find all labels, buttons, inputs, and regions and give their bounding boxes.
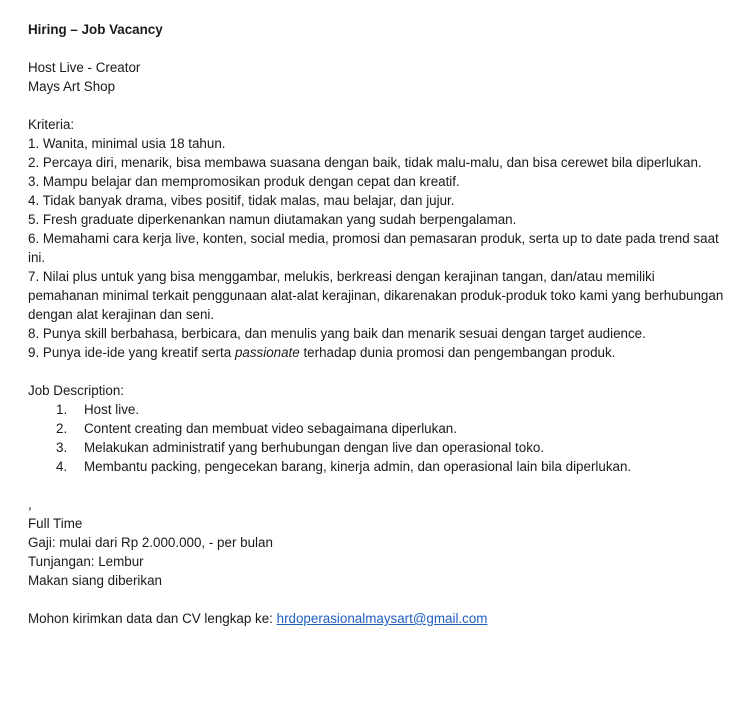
job-item-text: Membantu packing, pengecekan barang, kinerja admin, dan operasional lain bila diperlukan. [84, 459, 632, 474]
criteria-9-before: 9. Punya ide-ide yang kreatif serta [28, 345, 235, 360]
criteria-heading: Kriteria: [28, 117, 75, 132]
job-item-number: 1. [56, 402, 68, 417]
job-item-text: Host live. [84, 402, 140, 417]
criteria-item: 5. Fresh graduate diperkenankan namun diutamakan yang sudah berpengalaman. [28, 212, 517, 227]
criteria-9-italic: passionate [234, 345, 300, 360]
employment-type: Full Time [28, 516, 83, 531]
meal-benefit: Makan siang diberikan [28, 573, 162, 588]
criteria-item: 1. Wanita, minimal usia 18 tahun. [28, 136, 226, 151]
document-page [28, 20, 728, 628]
criteria-item: 3. Mampu belajar dan mempromosikan produk dengan cepat dan kreatif. [28, 174, 460, 189]
criteria-item: 7. Nilai plus untuk yang bisa menggambar, melukis, berkreasi dengan kerajinan tangan, dan/atau memiliki pemahanan minimal terkait penggunaan alat-alat kerajinan, dikarenakan produk-produk toko kami yang berhubungan dengan alat kerajinan dan seni. [28, 269, 724, 322]
company-name: Mays Art Shop [28, 79, 116, 94]
job-item [28, 438, 728, 457]
allowance: Tunjangan: Lembur [28, 554, 144, 569]
job-description-list [28, 400, 728, 476]
criteria-item [28, 343, 728, 362]
position-title: Host Live - Creator [28, 60, 141, 75]
criteria-list [28, 134, 728, 362]
salary: Gaji: mulai dari Rp 2.000.000, - per bulan [28, 535, 273, 550]
contact-line [28, 609, 728, 628]
criteria-item: 4. Tidak banyak drama, vibes positif, tidak malas, mau belajar, dan jujur. [28, 193, 455, 208]
contact-email-link[interactable]: hrdoperasionalmaysart@gmail.com [276, 611, 488, 626]
criteria-item: 8. Punya skill berbahasa, berbicara, dan menulis yang baik dan menarik sesuai dengan target audience. [28, 326, 646, 341]
job-item-number: 2. [56, 421, 68, 436]
criteria-item: 2. Percaya diri, menarik, bisa membawa suasana dengan baik, tidak malu-malu, dan bisa cerewet bila diperlukan. [28, 155, 702, 170]
document-title: Hiring – Job Vacancy [28, 22, 163, 37]
job-item [28, 400, 728, 419]
criteria-item: 6. Memahami cara kerja live, konten, social media, promosi dan pemasaran produk, serta up to date pada trend saat ini. [28, 231, 719, 265]
job-item-text: Melakukan administratif yang berhubungan dengan live dan operasional toko. [84, 440, 545, 455]
contact-prefix: Mohon kirimkan data dan CV lengkap ke: [28, 611, 277, 626]
stray-mark: , [28, 497, 32, 512]
job-description-heading: Job Description: [28, 383, 125, 398]
job-item-text: Content creating dan membuat video sebagaimana diperlukan. [84, 421, 457, 436]
job-item-number: 3. [56, 440, 68, 455]
criteria-9-after: terhadap dunia promosi dan pengembangan produk. [299, 345, 616, 360]
job-item [28, 419, 728, 438]
job-item-number: 4. [56, 459, 68, 474]
job-item [28, 457, 728, 476]
